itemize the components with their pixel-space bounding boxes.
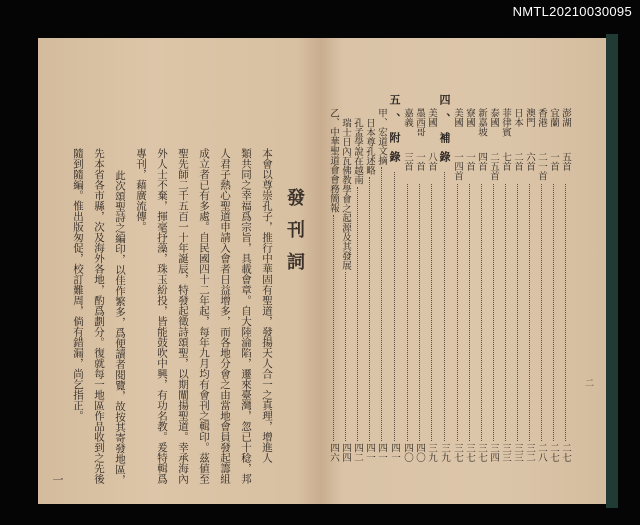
text-column: 成立者已有多處。自民國四十二年起，每年九月均有會刊之輯印。茲値至	[198, 148, 210, 484]
toc-entry: 日本尊孔述略 四一	[364, 118, 375, 462]
toc-entry: 澳門 六首 三二	[524, 108, 535, 462]
text-column: 外人士不棄，揮毫抒藻，珠玉紛投，皆能鼓吹中興，有功名教。爰特輯爲	[156, 148, 168, 484]
toc-entry: 宜蘭 一首 二七	[548, 108, 559, 462]
page-title: 發刊詞	[284, 188, 305, 284]
toc-entry: 墨西哥 一首 四〇	[414, 108, 425, 462]
text-column: 隨到隨編。惟出版匆促，校訂難周，倘有錯漏，尚乞指正。	[72, 148, 84, 421]
toc-entry: 菲律賓 七首 三三	[500, 108, 511, 462]
text-column: 專刊，藉廣流傳。	[135, 148, 147, 232]
page-number: 二	[583, 378, 593, 387]
toc-entry: 美國 一四首 三七	[452, 108, 463, 462]
text-column: 聖先師二千五百一十年誕辰，特發起徵詩頌聖，以期闡揚聖道。幸承海內	[177, 148, 189, 484]
toc-entry: 乙、中華聖道會會務簡報 四六	[328, 108, 339, 462]
toc-entry: 寮國 一首 三七	[464, 108, 475, 462]
toc-entry: 孔孟學說在越南 四二	[352, 118, 363, 462]
toc-entry: 美國 八首 三九	[426, 108, 437, 462]
section-heading-appendix: 五、附錄 四一	[388, 94, 401, 462]
toc-entry: 香港 二一首 二八	[536, 108, 547, 462]
toc-entry: 泰國 二五首 三四	[488, 108, 499, 462]
text-column: 人君子熱心聖道申請入會者日益增多，而各地分會之由當地會員發起籌組	[219, 148, 231, 484]
text-column: 先本省各市縣，次及海外各地，酌爲劃分。復就每一地區作品收到之先後	[93, 148, 105, 484]
table-of-contents	[328, 94, 571, 463]
toc-entry: 甲、宏道文摘 四一	[376, 108, 387, 462]
toc-entry: 瑞士日內瓦佛教學會之起源及其發展 四四	[340, 118, 351, 462]
toc-entry: 新嘉坡 四首 三七	[476, 108, 487, 462]
text-column: 類共同之幸福爲宗旨，具載會章。自大陸淪陷，遷來臺灣，忽已十稔，邦	[240, 148, 252, 484]
section-heading-supplement: 四、補錄 三九	[438, 94, 451, 462]
left-page	[38, 38, 320, 504]
toc-entry: 日本 二首 三三	[512, 108, 523, 462]
text-column: 本會以尊崇孔子，推行中華固有聖道，發揚天人合一之真理，增進人	[261, 148, 273, 463]
toc-entry: 澎湖 五首 二七	[560, 108, 571, 462]
book-cover-edge	[606, 34, 618, 508]
page-number: 一	[51, 474, 64, 485]
preface-body	[68, 148, 274, 498]
archive-watermark: NMTL20210030095	[512, 4, 632, 19]
toc-entry: 嘉義 三首 四〇	[402, 108, 413, 462]
text-column: 此次頌聖詩之編印，以佳作繁多，爲便讀者閱覽，故按其寄發地區，	[114, 170, 126, 485]
right-page	[320, 38, 607, 504]
